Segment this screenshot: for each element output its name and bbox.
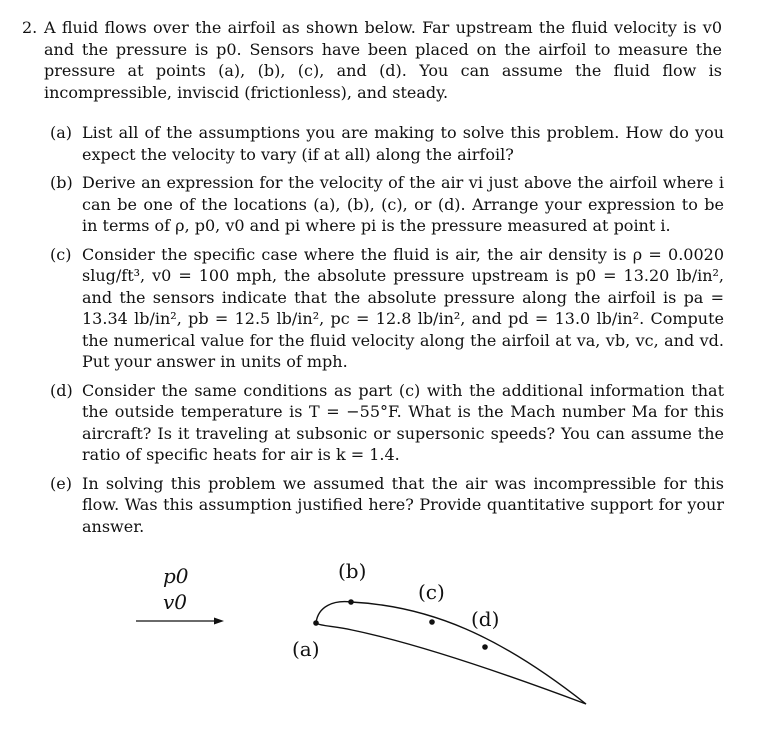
problem-2 <box>22 17 722 103</box>
part-b <box>50 172 724 237</box>
problem-intro: A fluid flows over the airfoil as shown below. Far upstream the fluid velocity is v0 and the pressure is p0. Sensors have been placed on the airfoil to measure the pressure at points (a), (b), (c), and (d). You can assume the fluid flow is incompressible, inviscid (frictionless), and steady. <box>44 18 722 102</box>
part-label: (c) <box>50 244 72 264</box>
airfoil-figure <box>0 540 774 731</box>
sensor-point-d <box>482 644 488 650</box>
problem-number: 2. <box>22 18 38 37</box>
part-text: In solving this problem we assumed that the air was incompressible for this flow. Was this assumption justified here? Provide quantitative support for your answer. <box>82 473 724 536</box>
part-d <box>50 380 724 466</box>
part-label: (e) <box>50 473 72 493</box>
part-text: Derive an expression for the velocity of the air vi just above the airfoil where i can be one of the locations (a), (b), (c), or (d). Arrange your expression to be in terms of ρ, p0, v0 and pi where pi is the pressure measured at point i. <box>82 173 724 235</box>
label-d: (d) <box>471 607 500 631</box>
parts-list <box>50 122 724 544</box>
airfoil-diagram <box>0 540 774 731</box>
airfoil-shape <box>316 602 586 704</box>
part-text: Consider the specific case where the fluid is air, the air density is ρ = 0.0020 slug/ft³, v0 = 100 mph, the absolute pressure upstream is p0 = 13.20 lb/in², and the sensors indicate that the absolute pressure along the airfoil is pa = 13.34 lb/in², pb = 12.5 lb/in², pc = 12.8 lb/in², and pd = 13.0 lb/in². Compute the numerical value for the fluid velocity along the airfoil at va, vb, vc, and vd. Put your answer in units of mph. <box>82 244 724 371</box>
sensor-point-b <box>348 599 354 605</box>
part-c <box>50 244 724 373</box>
arrow-head-icon <box>214 618 224 625</box>
label-b: (b) <box>338 559 367 583</box>
part-label: (d) <box>50 380 73 400</box>
label-c: (c) <box>418 580 445 604</box>
sensor-point-c <box>429 619 435 625</box>
pressure-label: p0 <box>163 564 189 588</box>
part-e <box>50 473 724 538</box>
part-text: Consider the same conditions as part (c) with the additional information that the outside temperature is T = −55°F. What is the Mach number Ma for this aircraft? Is it traveling at subsonic or supersonic speeds? You can assume the ratio of specific heats for air is k = 1.4. <box>82 380 724 464</box>
sensor-point-a <box>313 620 319 626</box>
part-label: (b) <box>50 173 73 192</box>
label-a: (a) <box>292 637 320 661</box>
part-label: (a) <box>50 123 73 142</box>
part-text: List all of the assumptions you are making to solve this problem. How do you expect the velocity to vary (if at all) along the airfoil? <box>82 123 724 164</box>
part-a <box>50 122 724 165</box>
velocity-label: v0 <box>163 590 188 614</box>
